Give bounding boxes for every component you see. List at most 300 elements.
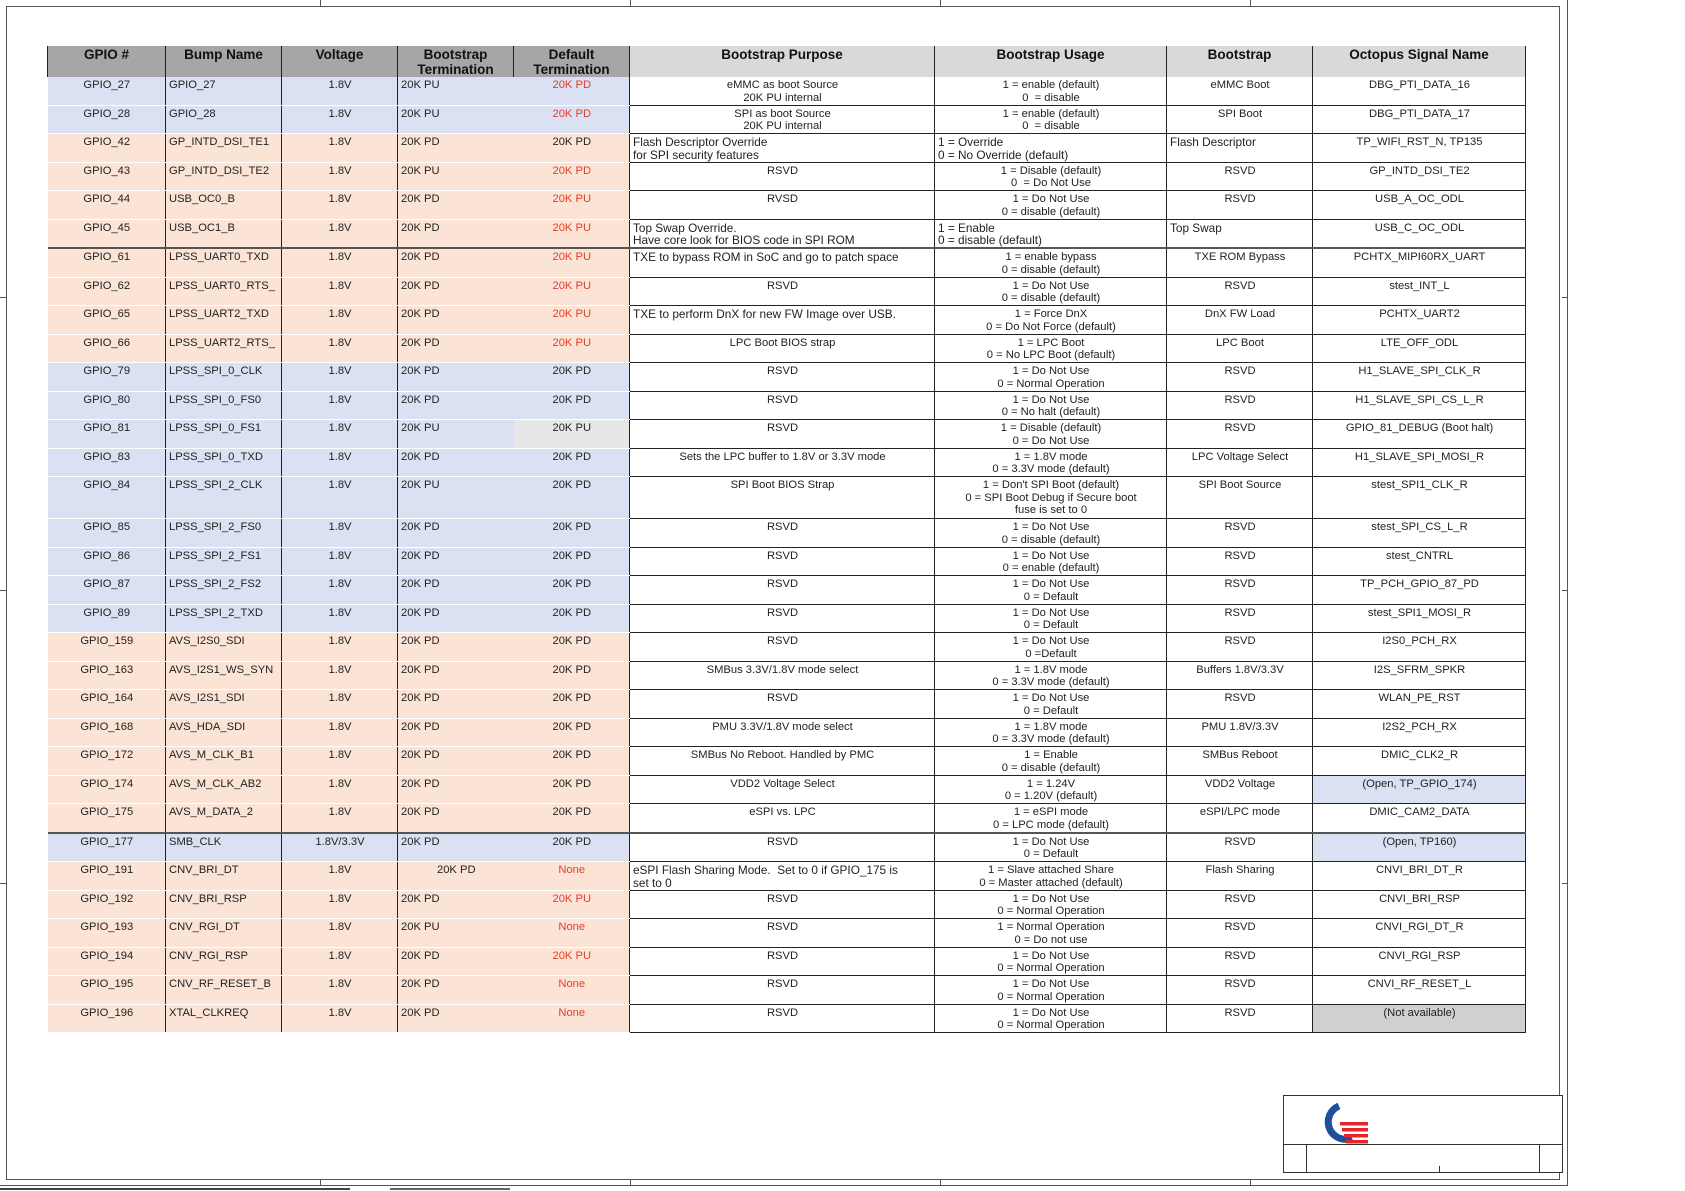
bootstrap-usage-cell: 1 = Disable (default) 0 = Do Not Use (935, 162, 1167, 191)
bootstrap-purpose-cell: RSVD (630, 391, 935, 420)
bump-name-cell: GPIO_27 (166, 77, 282, 105)
bootstrap-termination-cell: 20K PD (398, 862, 514, 891)
bootstrap-purpose-cell: PMU 3.3V/1.8V mode select (630, 718, 935, 747)
bootstrap-termination-cell: 20K PD (398, 604, 514, 633)
voltage-cell: 1.8V (282, 334, 398, 363)
gpio-number-cell: GPIO_172 (48, 747, 166, 776)
bootstrap-usage-cell: 1 = Normal Operation 0 = Do not use (935, 919, 1167, 948)
bump-name-cell: LPSS_SPI_2_FS1 (166, 547, 282, 576)
border-tick (630, 1180, 631, 1186)
bootstrap-usage-cell: 1 = LPC Boot 0 = No LPC Boot (default) (935, 334, 1167, 363)
bootstrap-usage-cell: 1 = Do Not Use 0 =Default (935, 633, 1167, 662)
bootstrap-usage-cell: 1 = Do Not Use 0 = disable (default) (935, 191, 1167, 220)
octopus-signal-name-cell: stest_SPI1_MOSI_R (1313, 604, 1526, 633)
voltage-cell: 1.8V (282, 363, 398, 392)
table-row (48, 448, 1526, 477)
bootstrap-termination-cell: 20K PU (398, 420, 514, 449)
bootstrap-name-cell: RSVD (1167, 690, 1313, 719)
bootstrap-usage-cell: 1 = Force DnX 0 = Do Not Force (default) (935, 306, 1167, 335)
bootstrap-purpose-cell: LPC Boot BIOS strap (630, 334, 935, 363)
default-termination-cell: 20K PU (514, 306, 630, 335)
table-row (48, 134, 1526, 163)
bootstrap-name-cell: RSVD (1167, 547, 1313, 576)
bump-name-cell: LPSS_SPI_2_TXD (166, 604, 282, 633)
gpio-number-cell: GPIO_193 (48, 919, 166, 948)
octopus-signal-name-cell: H1_SLAVE_SPI_CLK_R (1313, 363, 1526, 392)
default-termination-cell: 20K PU (514, 420, 630, 449)
quanta-logo-icon (1318, 1102, 1372, 1144)
bootstrap-termination-cell: 20K PD (398, 661, 514, 690)
gpio-number-cell: GPIO_168 (48, 718, 166, 747)
default-termination-cell: 20K PD (514, 477, 630, 519)
bootstrap-name-cell: eSPI/LPC mode (1167, 804, 1313, 833)
bootstrap-name-cell: RSVD (1167, 976, 1313, 1005)
bootstrap-purpose-cell: RSVD (630, 547, 935, 576)
octopus-signal-name-cell: stest_CNTRL (1313, 547, 1526, 576)
default-termination-cell: 20K PD (514, 833, 630, 862)
default-termination-cell: 20K PU (514, 248, 630, 277)
default-termination-cell: 20K PD (514, 363, 630, 392)
bootstrap-purpose-cell: eSPI Flash Sharing Mode. Set to 0 if GPIO_175 is set to 0 (630, 862, 935, 891)
bootstrap-purpose-cell: RSVD (630, 519, 935, 548)
bootstrap-purpose-cell: SMBus 3.3V/1.8V mode select (630, 661, 935, 690)
default-termination-cell: None (514, 862, 630, 891)
bootstrap-termination-cell: 20K PD (398, 775, 514, 804)
voltage-cell: 1.8V (282, 718, 398, 747)
bootstrap-usage-cell: 1 = Do Not Use 0 = Default (935, 690, 1167, 719)
header-voltage: Voltage (282, 46, 398, 77)
table-row (48, 306, 1526, 335)
table-row (48, 661, 1526, 690)
octopus-signal-name-cell: DMIC_CAM2_DATA (1313, 804, 1526, 833)
voltage-cell: 1.8V (282, 633, 398, 662)
voltage-cell: 1.8V/3.3V (282, 833, 398, 862)
voltage-cell: 1.8V (282, 477, 398, 519)
bootstrap-termination-cell: 20K PD (398, 306, 514, 335)
bootstrap-name-cell: eMMC Boot (1167, 77, 1313, 105)
bootstrap-name-cell: SMBus Reboot (1167, 747, 1313, 776)
bootstrap-termination-cell: 20K PD (398, 391, 514, 420)
bootstrap-name-cell: RSVD (1167, 833, 1313, 862)
octopus-signal-name-cell: CNVI_BRI_RSP (1313, 890, 1526, 919)
voltage-cell: 1.8V (282, 604, 398, 633)
voltage-cell: 1.8V (282, 976, 398, 1005)
gpio-bootstrap-table (47, 46, 1526, 1033)
bump-name-cell: GPIO_28 (166, 105, 282, 134)
bootstrap-usage-cell: 1 = enable (default) 0 = disable (935, 105, 1167, 134)
bump-name-cell: XTAL_CLKREQ (166, 1004, 282, 1033)
bootstrap-termination-cell: 20K PU (398, 477, 514, 519)
gpio-number-cell: GPIO_28 (48, 105, 166, 134)
voltage-cell: 1.8V (282, 1004, 398, 1033)
table-row (48, 919, 1526, 948)
bootstrap-usage-cell: 1 = 1.8V mode 0 = 3.3V mode (default) (935, 448, 1167, 477)
gpio-number-cell: GPIO_86 (48, 547, 166, 576)
bootstrap-termination-cell: 20K PU (398, 162, 514, 191)
bootstrap-termination-cell: 20K PD (398, 890, 514, 919)
border-tick (630, 0, 631, 6)
bootstrap-usage-cell: 1 = Do Not Use 0 = disable (default) (935, 277, 1167, 306)
bootstrap-purpose-cell: RSVD (630, 633, 935, 662)
octopus-signal-name-cell: PCHTX_MIPI60RX_UART (1313, 248, 1526, 277)
voltage-cell: 1.8V (282, 162, 398, 191)
default-termination-cell: 20K PD (514, 134, 630, 163)
bootstrap-name-cell: LPC Boot (1167, 334, 1313, 363)
border-tick (1250, 1180, 1251, 1186)
bootstrap-usage-cell: 1 = 1.8V mode 0 = 3.3V mode (default) (935, 718, 1167, 747)
bootstrap-purpose-cell: RSVD (630, 690, 935, 719)
octopus-signal-name-cell: GP_INTD_DSI_TE2 (1313, 162, 1526, 191)
table-row (48, 162, 1526, 191)
voltage-cell: 1.8V (282, 804, 398, 833)
default-termination-cell: 20K PD (514, 747, 630, 776)
bootstrap-purpose-cell: SPI Boot BIOS Strap (630, 477, 935, 519)
voltage-cell: 1.8V (282, 105, 398, 134)
voltage-cell: 1.8V (282, 547, 398, 576)
octopus-signal-name-cell: USB_C_OC_ODL (1313, 219, 1526, 248)
bootstrap-usage-cell: 1 = enable (default) 0 = disable (935, 77, 1167, 105)
bootstrap-purpose-cell: RSVD (630, 1004, 935, 1033)
table-row (48, 219, 1526, 248)
gpio-number-cell: GPIO_89 (48, 604, 166, 633)
bootstrap-name-cell: RSVD (1167, 162, 1313, 191)
title-block-divider (1306, 1144, 1307, 1172)
header-bootstrap-purpose: Bootstrap Purpose (630, 46, 935, 77)
gpio-number-cell: GPIO_175 (48, 804, 166, 833)
table-body (48, 77, 1526, 1033)
table-row (48, 1004, 1526, 1033)
bootstrap-purpose-cell: eSPI vs. LPC (630, 804, 935, 833)
bootstrap-termination-cell: 20K PD (398, 519, 514, 548)
octopus-signal-name-cell: DBG_PTI_DATA_17 (1313, 105, 1526, 134)
bootstrap-usage-cell: 1 = Do Not Use 0 = disable (default) (935, 519, 1167, 548)
table-row (48, 391, 1526, 420)
bootstrap-name-cell: RSVD (1167, 391, 1313, 420)
table-row (48, 604, 1526, 633)
bootstrap-name-cell: DnX FW Load (1167, 306, 1313, 335)
title-block (1283, 1095, 1563, 1173)
default-termination-cell: 20K PD (514, 105, 630, 134)
bump-name-cell: CNV_RGI_DT (166, 919, 282, 948)
default-termination-cell: 20K PD (514, 718, 630, 747)
bootstrap-name-cell: SPI Boot (1167, 105, 1313, 134)
bootstrap-usage-cell: 1 = Do Not Use 0 = Normal Operation (935, 890, 1167, 919)
octopus-signal-name-cell: H1_SLAVE_SPI_MOSI_R (1313, 448, 1526, 477)
bootstrap-name-cell: RSVD (1167, 890, 1313, 919)
voltage-cell: 1.8V (282, 661, 398, 690)
title-block-divider (1284, 1144, 1562, 1145)
table-row (48, 477, 1526, 519)
gpio-number-cell: GPIO_177 (48, 833, 166, 862)
bootstrap-usage-cell: 1 = Do Not Use 0 = Normal Operation (935, 363, 1167, 392)
bootstrap-name-cell: RSVD (1167, 947, 1313, 976)
bump-name-cell: AVS_M_CLK_B1 (166, 747, 282, 776)
bootstrap-purpose-cell: RSVD (630, 890, 935, 919)
bump-name-cell: GP_INTD_DSI_TE1 (166, 134, 282, 163)
bootstrap-purpose-cell: TXE to perform DnX for new FW Image over USB. (630, 306, 935, 335)
bootstrap-name-cell: Top Swap (1167, 219, 1313, 248)
title-block-divider (1539, 1144, 1540, 1172)
bootstrap-purpose-cell: RSVD (630, 947, 935, 976)
voltage-cell: 1.8V (282, 862, 398, 891)
bootstrap-usage-cell: 1 = Do Not Use 0 = Normal Operation (935, 1004, 1167, 1033)
default-termination-cell: 20K PD (514, 448, 630, 477)
bootstrap-usage-cell: 1 = Do Not Use 0 = Default (935, 833, 1167, 862)
table-row (48, 833, 1526, 862)
voltage-cell: 1.8V (282, 775, 398, 804)
bootstrap-usage-cell: 1 = Do Not Use 0 = Default (935, 604, 1167, 633)
bootstrap-purpose-cell: Sets the LPC buffer to 1.8V or 3.3V mode (630, 448, 935, 477)
bootstrap-usage-cell: 1 = enable bypass 0 = disable (default) (935, 248, 1167, 277)
border-tick (1562, 590, 1568, 591)
bootstrap-usage-cell: 1 = Override 0 = No Override (default) (935, 134, 1167, 163)
table-row (48, 248, 1526, 277)
gpio-number-cell: GPIO_61 (48, 248, 166, 277)
bootstrap-name-cell: RSVD (1167, 363, 1313, 392)
bootstrap-name-cell: PMU 1.8V/3.3V (1167, 718, 1313, 747)
voltage-cell: 1.8V (282, 747, 398, 776)
gpio-number-cell: GPIO_65 (48, 306, 166, 335)
bootstrap-usage-cell: 1 = Do Not Use 0 = No halt (default) (935, 391, 1167, 420)
bump-name-cell: LPSS_UART2_RTS_ (166, 334, 282, 363)
bootstrap-name-cell: RSVD (1167, 191, 1313, 220)
bump-name-cell: LPSS_UART0_TXD (166, 248, 282, 277)
default-termination-cell: 20K PD (514, 775, 630, 804)
default-termination-cell: 20K PU (514, 191, 630, 220)
gpio-number-cell: GPIO_80 (48, 391, 166, 420)
default-termination-cell: 20K PD (514, 661, 630, 690)
octopus-signal-name-cell: H1_SLAVE_SPI_CS_L_R (1313, 391, 1526, 420)
octopus-signal-name-cell: PCHTX_UART2 (1313, 306, 1526, 335)
bootstrap-name-cell: LPC Voltage Select (1167, 448, 1313, 477)
octopus-signal-name-cell: CNVI_RGI_DT_R (1313, 919, 1526, 948)
bootstrap-termination-cell: 20K PD (398, 747, 514, 776)
table-row (48, 747, 1526, 776)
bootstrap-purpose-cell: RSVD (630, 976, 935, 1005)
gpio-number-cell: GPIO_83 (48, 448, 166, 477)
bootstrap-purpose-cell: RSVD (630, 162, 935, 191)
bootstrap-termination-cell: 20K PD (398, 363, 514, 392)
default-termination-cell: 20K PU (514, 947, 630, 976)
header-bootstrap: Bootstrap (1167, 46, 1313, 77)
octopus-signal-name-cell: TP_PCH_GPIO_87_PD (1313, 576, 1526, 605)
bootstrap-termination-cell: 20K PD (398, 334, 514, 363)
gpio-number-cell: GPIO_79 (48, 363, 166, 392)
footer-rule (390, 1188, 510, 1190)
bootstrap-termination-cell: 20K PD (398, 690, 514, 719)
bootstrap-termination-cell: 20K PD (398, 1004, 514, 1033)
voltage-cell: 1.8V (282, 219, 398, 248)
octopus-signal-name-cell: TP_WIFI_RST_N, TP135 (1313, 134, 1526, 163)
gpio-number-cell: GPIO_81 (48, 420, 166, 449)
bootstrap-name-cell: RSVD (1167, 1004, 1313, 1033)
octopus-signal-name-cell: GPIO_81_DEBUG (Boot halt) (1313, 420, 1526, 449)
default-termination-cell: 20K PD (514, 633, 630, 662)
bootstrap-name-cell: RSVD (1167, 576, 1313, 605)
bootstrap-name-cell: RSVD (1167, 519, 1313, 548)
gpio-number-cell: GPIO_164 (48, 690, 166, 719)
border-tick (320, 0, 321, 6)
default-termination-cell: 20K PU (514, 219, 630, 248)
default-termination-cell: 20K PD (514, 804, 630, 833)
bootstrap-usage-cell: 1 = 1.8V mode 0 = 3.3V mode (default) (935, 661, 1167, 690)
default-termination-cell: None (514, 1004, 630, 1033)
bootstrap-name-cell: RSVD (1167, 919, 1313, 948)
table-row (48, 633, 1526, 662)
octopus-signal-name-cell: stest_INT_L (1313, 277, 1526, 306)
bootstrap-purpose-cell: RSVD (630, 363, 935, 392)
voltage-cell: 1.8V (282, 420, 398, 449)
header-bump-name: Bump Name (166, 46, 282, 77)
table-row (48, 690, 1526, 719)
default-termination-cell: 20K PD (514, 519, 630, 548)
table-row (48, 576, 1526, 605)
bump-name-cell: AVS_HDA_SDI (166, 718, 282, 747)
default-termination-cell: 20K PD (514, 391, 630, 420)
bootstrap-termination-cell: 20K PD (398, 277, 514, 306)
bootstrap-purpose-cell: SPI as boot Source 20K PU internal (630, 105, 935, 134)
table-row (48, 519, 1526, 548)
default-termination-cell: 20K PD (514, 77, 630, 105)
bump-name-cell: LPSS_SPI_0_FS0 (166, 391, 282, 420)
gpio-number-cell: GPIO_174 (48, 775, 166, 804)
gpio-number-cell: GPIO_43 (48, 162, 166, 191)
octopus-signal-name-cell: I2S0_PCH_RX (1313, 633, 1526, 662)
bootstrap-termination-cell: 20K PD (398, 833, 514, 862)
border-tick (1250, 0, 1251, 6)
bootstrap-usage-cell: 1 = Do Not Use 0 = Normal Operation (935, 947, 1167, 976)
bootstrap-termination-cell: 20K PD (398, 134, 514, 163)
border-tick (940, 1180, 941, 1186)
table-row (48, 718, 1526, 747)
bootstrap-termination-cell: 20K PD (398, 219, 514, 248)
table-row (48, 420, 1526, 449)
default-termination-cell: 20K PD (514, 604, 630, 633)
bootstrap-purpose-cell: RVSD (630, 191, 935, 220)
bootstrap-termination-cell: 20K PU (398, 77, 514, 105)
octopus-signal-name-cell: CNVI_RGI_RSP (1313, 947, 1526, 976)
bootstrap-name-cell: RSVD (1167, 633, 1313, 662)
octopus-signal-name-cell: WLAN_PE_RST (1313, 690, 1526, 719)
header-bootstrap-termination: Bootstrap Termination (398, 46, 514, 77)
table-row (48, 277, 1526, 306)
voltage-cell: 1.8V (282, 448, 398, 477)
gpio-number-cell: GPIO_85 (48, 519, 166, 548)
bootstrap-usage-cell: 1 = 1.24V 0 = 1.20V (default) (935, 775, 1167, 804)
bootstrap-usage-cell: 1 = Do Not Use 0 = Normal Operation (935, 976, 1167, 1005)
bump-name-cell: AVS_M_DATA_2 (166, 804, 282, 833)
voltage-cell: 1.8V (282, 576, 398, 605)
bootstrap-usage-cell: 1 = Do Not Use 0 = Default (935, 576, 1167, 605)
footer-rule (0, 1188, 350, 1190)
bootstrap-purpose-cell: VDD2 Voltage Select (630, 775, 935, 804)
bootstrap-name-cell: Flash Descriptor (1167, 134, 1313, 163)
table-row (48, 191, 1526, 220)
voltage-cell: 1.8V (282, 306, 398, 335)
bootstrap-termination-cell: 20K PD (398, 248, 514, 277)
bootstrap-usage-cell: 1 = Enable 0 = disable (default) (935, 219, 1167, 248)
default-termination-cell: 20K PD (514, 547, 630, 576)
border-tick (1562, 883, 1568, 884)
octopus-signal-name-cell: stest_SPI_CS_L_R (1313, 519, 1526, 548)
border-tick (1562, 297, 1568, 298)
bump-name-cell: LPSS_SPI_2_CLK (166, 477, 282, 519)
bootstrap-purpose-cell: Top Swap Override. Have core look for BIOS code in SPI ROM (630, 219, 935, 248)
octopus-signal-name-cell: CNVI_BRI_DT_R (1313, 862, 1526, 891)
table-row (48, 105, 1526, 134)
gpio-number-cell: GPIO_192 (48, 890, 166, 919)
bump-name-cell: LPSS_SPI_0_FS1 (166, 420, 282, 449)
bootstrap-termination-cell: 20K PD (398, 448, 514, 477)
octopus-signal-name-cell: DMIC_CLK2_R (1313, 747, 1526, 776)
border-tick (940, 0, 941, 6)
gpio-number-cell: GPIO_27 (48, 77, 166, 105)
border-tick (0, 297, 6, 298)
bump-name-cell: AVS_I2S1_WS_SYN (166, 661, 282, 690)
bump-name-cell: LPSS_UART2_TXD (166, 306, 282, 335)
bump-name-cell: CNV_RGI_RSP (166, 947, 282, 976)
gpio-number-cell: GPIO_196 (48, 1004, 166, 1033)
octopus-signal-name-cell: (Open, TP160) (1313, 833, 1526, 862)
header-gpio: GPIO # (48, 46, 166, 77)
gpio-number-cell: GPIO_191 (48, 862, 166, 891)
bootstrap-purpose-cell: TXE to bypass ROM in SoC and go to patch space (630, 248, 935, 277)
bump-name-cell: LPSS_SPI_0_TXD (166, 448, 282, 477)
bootstrap-purpose-cell: RSVD (630, 420, 935, 449)
default-termination-cell: 20K PU (514, 334, 630, 363)
header-bootstrap-usage: Bootstrap Usage (935, 46, 1167, 77)
bump-name-cell: GP_INTD_DSI_TE2 (166, 162, 282, 191)
bootstrap-purpose-cell: eMMC as boot Source 20K PU internal (630, 77, 935, 105)
table-row (48, 363, 1526, 392)
bootstrap-purpose-cell: RSVD (630, 576, 935, 605)
bootstrap-name-cell: SPI Boot Source (1167, 477, 1313, 519)
gpio-number-cell: GPIO_66 (48, 334, 166, 363)
bootstrap-termination-cell: 20K PU (398, 105, 514, 134)
title-block-divider (1439, 1166, 1440, 1172)
bootstrap-usage-cell: 1 = Disable (default) 0 = Do Not Use (935, 420, 1167, 449)
bootstrap-usage-cell: 1 = Enable 0 = disable (default) (935, 747, 1167, 776)
default-termination-cell: 20K PU (514, 277, 630, 306)
voltage-cell: 1.8V (282, 919, 398, 948)
bootstrap-purpose-cell: RSVD (630, 277, 935, 306)
default-termination-cell: 20K PD (514, 162, 630, 191)
octopus-signal-name-cell: USB_A_OC_ODL (1313, 191, 1526, 220)
gpio-number-cell: GPIO_194 (48, 947, 166, 976)
bump-name-cell: USB_OC0_B (166, 191, 282, 220)
border-tick (0, 590, 6, 591)
bump-name-cell: CNV_RF_RESET_B (166, 976, 282, 1005)
gpio-number-cell: GPIO_84 (48, 477, 166, 519)
bootstrap-name-cell: RSVD (1167, 604, 1313, 633)
bootstrap-termination-cell: 20K PU (398, 919, 514, 948)
table-row (48, 334, 1526, 363)
table-row (48, 775, 1526, 804)
bump-name-cell: USB_OC1_B (166, 219, 282, 248)
border-tick (320, 1180, 321, 1186)
table-row (48, 804, 1526, 833)
bump-name-cell: LPSS_SPI_2_FS2 (166, 576, 282, 605)
bump-name-cell: LPSS_UART0_RTS_ (166, 277, 282, 306)
bump-name-cell: LPSS_SPI_2_FS0 (166, 519, 282, 548)
voltage-cell: 1.8V (282, 277, 398, 306)
bootstrap-usage-cell: 1 = Do Not Use 0 = enable (default) (935, 547, 1167, 576)
gpio-number-cell: GPIO_62 (48, 277, 166, 306)
bootstrap-purpose-cell: SMBus No Reboot. Handled by PMC (630, 747, 935, 776)
bootstrap-name-cell: TXE ROM Bypass (1167, 248, 1313, 277)
bootstrap-termination-cell: 20K PD (398, 947, 514, 976)
default-termination-cell: 20K PU (514, 890, 630, 919)
